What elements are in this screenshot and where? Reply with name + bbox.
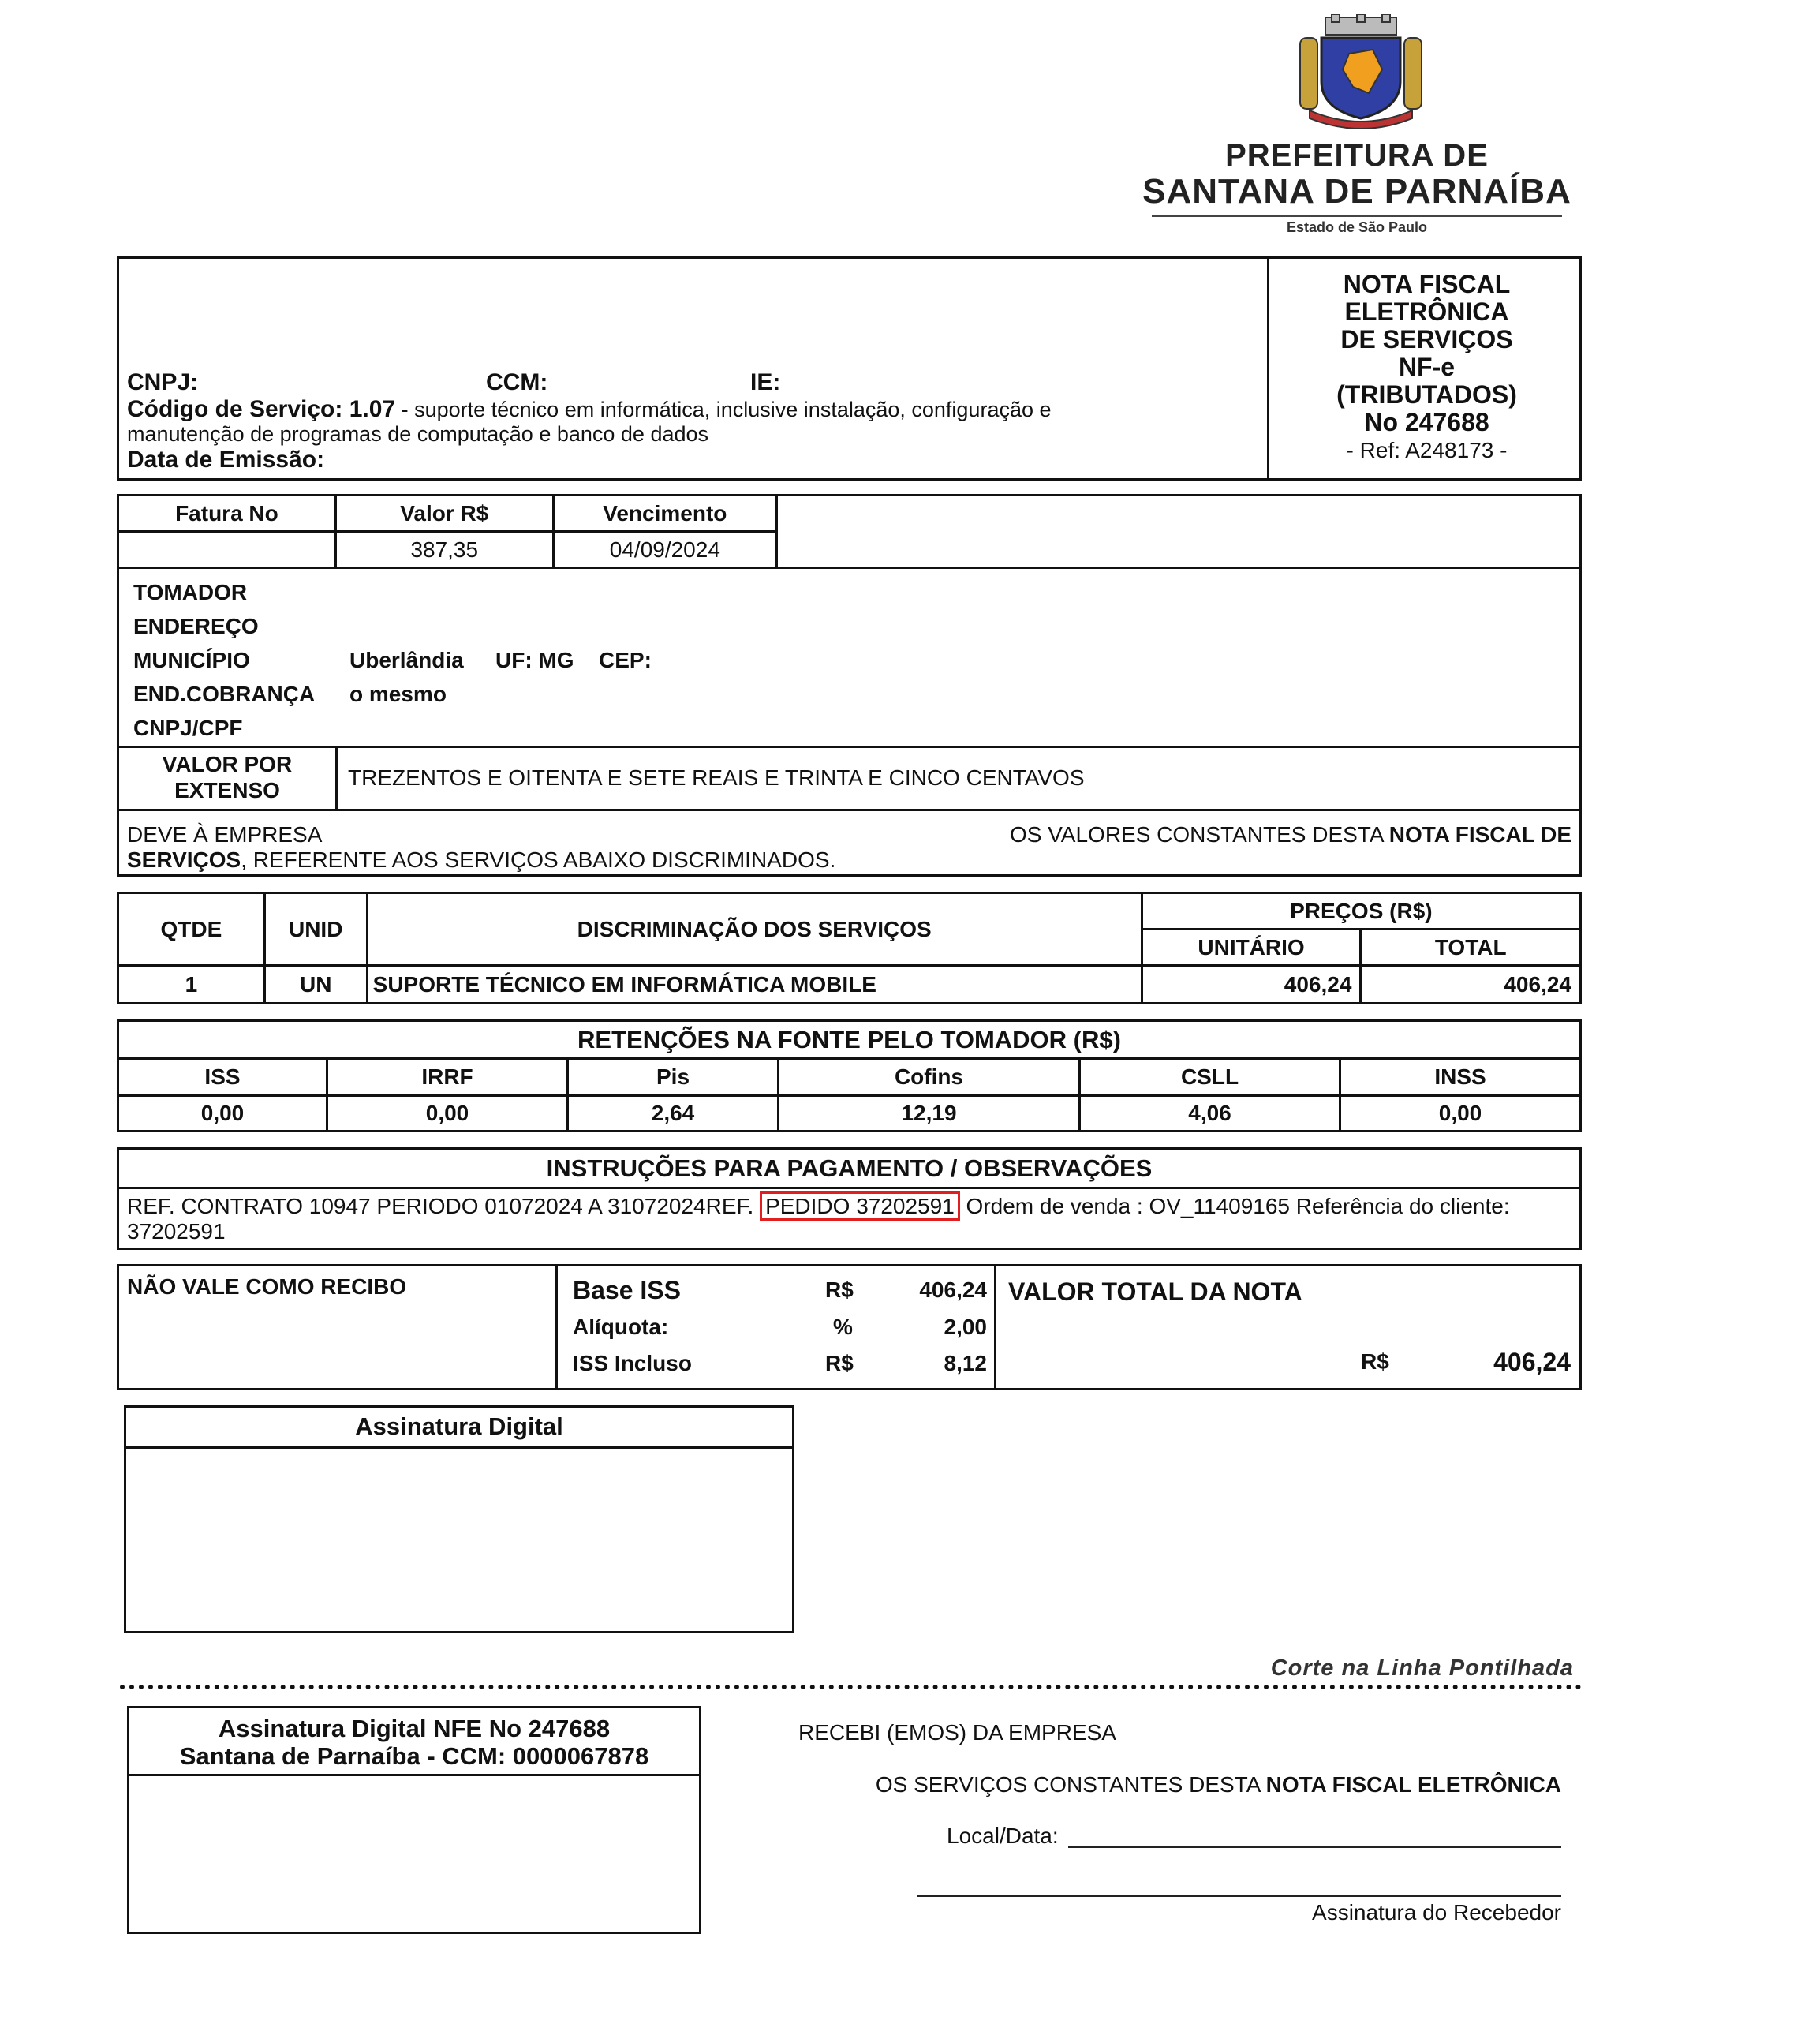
divider	[117, 1187, 1582, 1189]
total-header: TOTAL	[1361, 930, 1581, 966]
tomador-label: TOMADOR	[133, 580, 248, 604]
service-qtde: 1	[118, 966, 265, 1004]
service-unid: UN	[264, 966, 367, 1004]
services-table	[117, 892, 1582, 1004]
instrucoes-title: INSTRUÇÕES PARA PAGAMENTO / OBSERVAÇÕES	[546, 1154, 1153, 1182]
irrf-value: 0,00	[327, 1096, 568, 1132]
local-data-label: Local/Data:	[947, 1824, 1059, 1848]
cofins-value: 12,19	[779, 1096, 1080, 1132]
assinatura-recebedor: Assinatura do Recebedor	[1312, 1900, 1561, 1925]
divider	[117, 809, 1582, 811]
valor-total-value: 406,24	[1493, 1348, 1571, 1376]
table-row	[118, 966, 1581, 1004]
corte-label: Corte na Linha Pontilhada	[1270, 1655, 1574, 1681]
pis-header: Pis	[568, 1059, 779, 1096]
servicos-constantes-bold: NOTA FISCAL ELETRÔNICA	[1265, 1772, 1561, 1797]
pis-value: 2,64	[568, 1096, 779, 1132]
ie-label: IE:	[750, 369, 781, 395]
nota-fiscal-title-box	[1267, 256, 1584, 481]
retencoes-title: RETENÇÕES NA FONTE PELO TOMADOR (R$)	[118, 1021, 1581, 1059]
nfe-signature-title-line2: Santana de Parnaíba - CCM: 0000067878	[179, 1742, 649, 1770]
nota-title-line1: NOTA FISCAL	[1343, 270, 1511, 298]
cofins-header: Cofins	[779, 1059, 1080, 1096]
extenso-box	[117, 746, 1582, 877]
issuer-box	[117, 256, 1582, 481]
extenso-label-line2: EXTENSO	[174, 778, 280, 802]
valor-header: Valor R$	[335, 496, 553, 532]
cnpj-cpf-label: CNPJ/CPF	[133, 716, 243, 740]
local-data-line	[1068, 1846, 1561, 1848]
csll-value: 4,06	[1080, 1096, 1340, 1132]
service-code-desc-line2: manutenção de programas de computação e banco de dados	[127, 422, 709, 446]
nota-number: No 247688	[1364, 408, 1489, 436]
instrucoes-text-line2: 37202591	[127, 1219, 226, 1244]
valor-value: 387,35	[335, 532, 553, 568]
deve-valores-bold: NOTA FISCAL DE	[1388, 822, 1571, 847]
servicos-constantes-text: OS SERVIÇOS CONSTANTES DESTA	[875, 1772, 1266, 1797]
aliquota-value: 2,00	[944, 1315, 987, 1339]
nota-title-line2: ELETRÔNICA	[1344, 297, 1509, 326]
iss-incluso-currency: R$	[825, 1351, 854, 1375]
service-unitario: 406,24	[1142, 966, 1361, 1004]
unid-header: UNID	[264, 893, 367, 966]
deve-line2-bold: SERVIÇOS	[127, 847, 241, 872]
service-total: 406,24	[1361, 966, 1581, 1004]
cnpj-label: CNPJ:	[127, 369, 199, 395]
retencoes-table	[117, 1019, 1582, 1132]
service-desc: SUPORTE TÉCNICO EM INFORMÁTICA MOBILE	[367, 966, 1142, 1004]
inss-value: 0,00	[1340, 1096, 1581, 1132]
instrucoes-text-before: REF. CONTRATO 10947 PERIODO 01072024 A 31072024REF.	[127, 1194, 761, 1218]
deve-line2-text: , REFERENTE AOS SERVIÇOS ABAIXO DISCRIMINADOS.	[241, 847, 836, 872]
inss-header: INSS	[1340, 1059, 1581, 1096]
nfe-signature-box	[127, 1706, 701, 1934]
recebi-empresa: RECEBI (EMOS) DA EMPRESA	[798, 1720, 1116, 1745]
nota-ref: - Ref: A248173 -	[1346, 438, 1508, 462]
nota-title-line4: NF-e	[1398, 353, 1456, 381]
pedido-highlight: PEDIDO 37202591	[760, 1191, 960, 1221]
aliquota-currency: %	[833, 1315, 853, 1339]
nao-vale-recibo: NÃO VALE COMO RECIBO	[127, 1274, 407, 1299]
aliquota-label: Alíquota:	[573, 1315, 669, 1339]
deve-line2	[127, 847, 835, 873]
instrucoes-text	[127, 1194, 1510, 1219]
valor-total-label: VALOR TOTAL DA NOTA	[1008, 1277, 1302, 1306]
iss-incluso-value: 8,12	[944, 1351, 987, 1375]
deve-valores	[1010, 822, 1571, 847]
base-iss-value: 406,24	[919, 1277, 987, 1302]
qtde-header: QTDE	[118, 893, 265, 966]
deve-empresa: DEVE À EMPRESA	[127, 822, 323, 847]
fatura-table	[117, 494, 778, 569]
precos-header: PREÇOS (R$)	[1142, 893, 1580, 930]
divider	[994, 1264, 996, 1390]
nota-title-line3: DE SERVIÇOS	[1340, 325, 1513, 354]
assinatura-digital-box	[124, 1405, 794, 1633]
end-cobranca-value: o mesmo	[349, 682, 447, 706]
service-code-desc: - suporte técnico em informática, inclusive instalação, configuração e	[395, 398, 1052, 421]
divider	[127, 1774, 701, 1776]
municipality-name-line1: PREFEITURA DE	[1225, 138, 1489, 173]
vencimento-header: Vencimento	[553, 496, 776, 532]
service-code	[127, 396, 1052, 423]
assinatura-digital-title: Assinatura Digital	[355, 1412, 563, 1440]
totals-box	[117, 1264, 1582, 1390]
fatura-header: Fatura No	[118, 496, 336, 532]
divider	[117, 567, 1582, 569]
extenso-label-line1: VALOR POR	[162, 752, 293, 776]
ccm-label: CCM:	[486, 369, 548, 395]
municipio-label: MUNICÍPIO	[133, 648, 250, 672]
cut-line	[120, 1685, 1582, 1689]
instrucoes-text-after: Ordem de venda : OV_11409165 Referência do cliente:	[959, 1194, 1510, 1218]
servicos-constantes	[876, 1772, 1561, 1797]
unitario-header: UNITÁRIO	[1142, 930, 1361, 966]
deve-valores-text: OS VALORES CONSTANTES DESTA	[1009, 822, 1389, 847]
iss-header: ISS	[118, 1059, 327, 1096]
invoice-box	[117, 494, 1582, 748]
fatura-value	[118, 532, 336, 568]
divider	[124, 1446, 794, 1449]
end-cobranca-label: END.COBRANÇA	[133, 682, 316, 706]
service-code-label: Código de Serviço: 1.07	[127, 396, 396, 422]
csll-header: CSLL	[1080, 1059, 1340, 1096]
municipality-name-line2: SANTANA DE PARNAÍBA	[1142, 172, 1571, 211]
divider	[555, 1264, 558, 1390]
state-name: Estado de São Paulo	[1286, 219, 1428, 235]
nfe-signature-title-line1: Assinatura Digital NFE No 247688	[218, 1715, 611, 1742]
extenso-value: TREZENTOS E OITENTA E SETE REAIS E TRINTA E CINCO CENTAVOS	[348, 765, 1085, 790]
irrf-header: IRRF	[327, 1059, 568, 1096]
iss-incluso-label: ISS Incluso	[573, 1351, 692, 1375]
iss-value: 0,00	[118, 1096, 327, 1132]
instrucoes-box	[117, 1147, 1582, 1250]
base-iss-label: Base ISS	[573, 1276, 681, 1304]
nota-title-line5: (TRIBUTADOS)	[1336, 380, 1517, 409]
base-iss-currency: R$	[825, 1277, 854, 1302]
extenso-label	[119, 748, 338, 809]
endereco-label: ENDEREÇO	[133, 614, 259, 638]
municipio-value: Uberlândia	[349, 648, 464, 672]
vencimento-value: 04/09/2024	[553, 532, 776, 568]
uf-label: UF: MG	[495, 648, 574, 672]
signature-line	[917, 1895, 1561, 1897]
emission-date-label: Data de Emissão:	[127, 447, 325, 473]
municipality-coat-of-arms	[1294, 14, 1428, 129]
cep-label: CEP:	[599, 648, 652, 672]
valor-total-currency: R$	[1361, 1349, 1389, 1374]
header-divider	[1152, 215, 1562, 217]
disc-header: DISCRIMINAÇÃO DOS SERVIÇOS	[367, 893, 1142, 966]
